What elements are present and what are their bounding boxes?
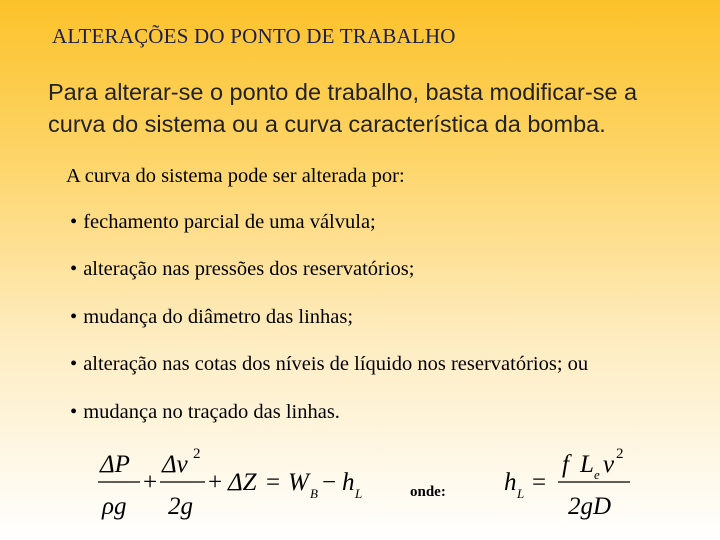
head-loss-equation xyxy=(500,444,650,524)
equation-label: onde: xyxy=(410,484,446,500)
svg-text:+: + xyxy=(208,469,223,496)
svg-text:h: h xyxy=(504,469,517,496)
svg-text:v: v xyxy=(603,451,615,478)
svg-text:e: e xyxy=(594,467,600,482)
svg-text:+: + xyxy=(143,469,158,496)
list-item xyxy=(70,258,414,281)
svg-text:L: L xyxy=(517,486,525,501)
svg-text:2: 2 xyxy=(616,446,624,462)
list-item xyxy=(70,306,353,329)
bullet-icon: • xyxy=(70,353,78,375)
list-item-text: alteração nas pressões dos reservatórios; xyxy=(83,258,415,280)
list-item xyxy=(70,353,588,376)
svg-text:=: = xyxy=(532,469,547,496)
svg-text:W: W xyxy=(288,469,309,496)
svg-text:ρg: ρg xyxy=(102,493,127,520)
list-item xyxy=(70,211,376,234)
svg-text:2gD: 2gD xyxy=(568,493,612,520)
svg-text:−: − xyxy=(322,469,337,496)
svg-text:L: L xyxy=(580,451,594,478)
bullet-icon: • xyxy=(70,401,78,423)
bullet-icon: • xyxy=(70,306,78,328)
svg-text:2: 2 xyxy=(193,446,201,462)
list-item xyxy=(70,401,340,424)
svg-text:2g: 2g xyxy=(168,493,193,520)
svg-text:L: L xyxy=(355,486,363,501)
list-heading: A curva do sistema pode ser alterada por: xyxy=(66,165,405,187)
svg-text:h: h xyxy=(342,469,355,496)
list-item-text: fechamento parcial de uma válvula; xyxy=(83,211,376,233)
slide-title: ALTERAÇÕES DO PONTO DE TRABALHO xyxy=(52,24,456,48)
svg-text:B: B xyxy=(310,486,318,501)
list-item-text: alteração nas cotas dos níveis de líquido nos reservatórios; ou xyxy=(83,353,589,375)
svg-text:ΔP: ΔP xyxy=(100,451,130,478)
energy-equation xyxy=(98,444,388,524)
svg-text:Δv: Δv xyxy=(162,451,188,478)
bullet-icon: • xyxy=(70,211,78,233)
svg-text:f: f xyxy=(562,451,569,478)
list-item-text: mudança do diâmetro das linhas; xyxy=(83,306,354,328)
bullet-icon: • xyxy=(70,258,78,280)
list-item-text: mudança no traçado das linhas. xyxy=(83,401,340,423)
svg-text:ΔZ: ΔZ xyxy=(228,469,257,496)
svg-text:=: = xyxy=(266,469,281,496)
intro-paragraph: Para alterar-se o ponto de trabalho, basta modificar-se a curva do sistema ou a curva característica da bomba. xyxy=(48,79,638,137)
